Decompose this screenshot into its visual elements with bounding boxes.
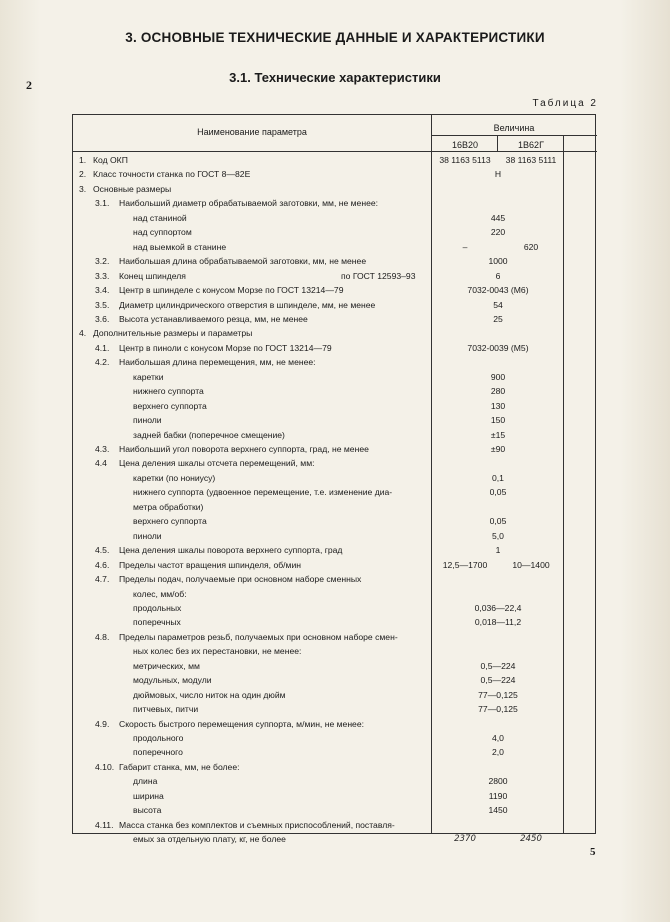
row-label: пиноли — [133, 530, 162, 541]
table-row — [73, 312, 597, 326]
row-label: Пределы частот вращения шпинделя, об/мин — [119, 559, 301, 570]
table-row — [73, 153, 597, 167]
value-common: 0,018—11,2 — [474, 617, 522, 628]
row-label: пиноли — [133, 415, 162, 426]
row-number: 1. — [79, 155, 87, 165]
row-label: Основные размеры — [93, 183, 172, 194]
value-1v62g: 620 — [523, 241, 539, 252]
value-common: 280 — [490, 386, 506, 397]
table-row — [73, 269, 597, 283]
row-label: колес, мм/об: — [133, 588, 187, 599]
table-row — [73, 500, 597, 514]
table-row — [73, 240, 597, 254]
row-number: 4.5. — [95, 545, 110, 556]
value-common: 54 — [493, 299, 503, 310]
table-row — [73, 543, 597, 557]
row-label: верхнего суппорта — [133, 516, 207, 527]
value-common: 2800 — [488, 776, 508, 787]
table-row — [73, 688, 597, 702]
row-label: Пределы подач, получаемые при основном наборе сменных — [119, 574, 362, 585]
table-row — [73, 298, 597, 312]
value-common: 1 — [495, 545, 501, 556]
row-label: поперечных — [133, 617, 181, 628]
value-common: 7032-0039 (М5) — [467, 342, 529, 353]
table-row — [73, 370, 597, 384]
value-common: 77—0,125 — [478, 689, 518, 700]
column-header-name: Наименование параметра — [197, 127, 307, 137]
row-number: 3.2. — [95, 256, 110, 267]
row-label: задней бабки (поперечное смещение) — [133, 429, 285, 440]
row-label: Наибольший угол поворота верхнего суппорта, град, не менее — [119, 444, 369, 454]
table-row — [73, 341, 597, 355]
right-column-rule — [563, 135, 564, 833]
table-row — [73, 167, 597, 181]
table-row — [73, 196, 597, 210]
row-label: Код ОКП — [93, 155, 128, 165]
value-common: 150 — [490, 415, 506, 426]
row-label: Цена деления шкалы поворота верхнего суппорта, град — [119, 545, 343, 556]
table-row — [73, 399, 597, 413]
value-common: 0,036—22,4 — [474, 602, 522, 613]
table-row — [73, 760, 597, 774]
value-common: 0,05 — [489, 516, 507, 527]
value-column-rule — [431, 115, 432, 833]
row-label: Наибольшая длина перемещения, мм, не менее: — [119, 357, 316, 368]
sub-column-rule — [497, 135, 498, 151]
row-number: 3. — [79, 183, 87, 194]
row-label: каретки — [133, 371, 164, 382]
value-1v62g: 10—1400 — [512, 559, 550, 570]
table-row — [73, 225, 597, 239]
header-rule — [73, 151, 597, 152]
value-common: 130 — [490, 400, 506, 411]
table-row — [73, 384, 597, 398]
value-16v20: 2370 — [454, 834, 476, 845]
row-label: Дополнительные размеры и параметры — [93, 328, 253, 339]
value-common: 0,1 — [492, 472, 504, 483]
row-label: Масса станка без комплектов и съемных приспособлений, поставля- — [119, 819, 395, 830]
value-common: 445 — [490, 212, 506, 223]
value-common: 4,0 — [492, 733, 504, 743]
value-common: 7032-0043 (М6) — [467, 285, 529, 296]
value-common: 2,0 — [492, 747, 504, 758]
table-row — [73, 471, 597, 485]
margin-number: 2 — [26, 78, 32, 92]
row-label: дюймовых, число ниток на один дюйм — [133, 689, 286, 700]
table-row — [73, 442, 597, 456]
row-label: каретки (по нониусу) — [133, 472, 216, 483]
row-number: 4.8. — [95, 631, 110, 642]
row-label: Конец шпинделя — [119, 270, 186, 281]
row-number: 3.4. — [95, 285, 110, 296]
page-number: 5 — [590, 846, 596, 858]
value-header-rule — [431, 135, 597, 136]
row-label: над суппортом — [133, 227, 192, 238]
row-label: Высота устанавливаемого резца, мм, не менее — [119, 313, 308, 324]
table-row — [73, 182, 597, 196]
value-common: 0,05 — [489, 487, 507, 498]
table-row — [73, 587, 597, 601]
row-label: Центр в шпинделе с конусом Морзе по ГОСТ 13214—79 — [119, 285, 344, 296]
row-label: поперечного — [133, 747, 183, 758]
table-row — [73, 745, 597, 759]
row-label: метра обработки) — [133, 501, 204, 512]
value-common: ±90 — [490, 444, 506, 454]
row-label: метрических, мм — [133, 660, 200, 671]
table-row — [73, 644, 597, 658]
table-row — [73, 774, 597, 788]
section-title: 3.1. Технические характеристики — [229, 70, 441, 85]
row-label: Диаметр цилиндрического отверстия в шпинделе, мм, не менее — [119, 299, 376, 310]
row-number: 4.11. — [95, 819, 114, 830]
row-number: 2. — [79, 169, 87, 180]
row-label: продольного — [133, 733, 184, 743]
value-16v20: 12,5—1700 — [442, 559, 488, 570]
row-number: 3.1. — [95, 198, 110, 209]
row-number: 3.5. — [95, 299, 110, 310]
table-row — [73, 456, 597, 470]
row-label: питчевых, питчи — [133, 704, 199, 715]
value-common: 5,0 — [492, 530, 504, 541]
value-common: 0,5—224 — [480, 660, 516, 671]
row-label: Цена деления шкалы отсчета перемещений, мм: — [119, 458, 315, 469]
column-header-1v62g: 1В62Г — [518, 140, 544, 150]
table-row — [73, 514, 597, 528]
row-label: Центр в пиноли с конусом Морзе по ГОСТ 13214—79 — [119, 342, 332, 353]
row-label: продольных — [133, 602, 182, 613]
column-header-16v20: 16В20 — [451, 140, 479, 150]
value-common: 6 — [495, 270, 501, 281]
value-1v62g: 2450 — [520, 834, 542, 845]
row-extra: по ГОСТ 12593–93 — [341, 270, 416, 281]
value-16v20: 38 1163 5113 — [439, 155, 491, 165]
table-row — [73, 702, 597, 716]
row-label: Скорость быстрого перемещения суппорта, м/мин, не менее: — [119, 718, 365, 729]
table-row — [73, 601, 597, 615]
row-number: 4. — [79, 328, 87, 339]
table-row — [73, 572, 597, 586]
table-row — [73, 326, 597, 340]
table-row — [73, 615, 597, 629]
row-label: длина — [133, 776, 158, 787]
value-common: 25 — [493, 313, 503, 324]
table-row — [73, 659, 597, 673]
row-label: Наибольший диаметр обрабатываемой заготовки, мм, не менее: — [119, 198, 379, 209]
row-label: модульных, модули — [133, 675, 212, 686]
spec-table — [72, 114, 596, 845]
value-common: ±15 — [490, 429, 506, 440]
value-common: Н — [494, 169, 502, 180]
table-row — [73, 529, 597, 543]
row-label: верхнего суппорта — [133, 400, 207, 411]
row-label: над выемкой в станине — [133, 241, 227, 252]
row-label: над станиной — [133, 212, 187, 223]
row-number: 3.6. — [95, 313, 110, 324]
row-number: 4.2. — [95, 357, 110, 368]
value-1v62g: 38 1163 5111 — [505, 155, 557, 165]
row-number: 4.9. — [95, 718, 110, 729]
value-common: 1190 — [488, 790, 508, 801]
value-common: 220 — [490, 227, 506, 238]
value-common: 1000 — [488, 256, 508, 267]
row-label: Наибольшая длина обрабатываемой заготовки, мм, не менее — [119, 256, 367, 267]
row-number: 4.7. — [95, 574, 110, 585]
table-row — [73, 673, 597, 687]
table-row — [73, 485, 597, 499]
row-label: нижнего суппорта (удвоенное перемещение, т.е. изменение диа- — [133, 487, 393, 498]
row-number: 4.4 — [95, 458, 107, 469]
row-label: нижнего суппорта — [133, 386, 204, 397]
table-row — [73, 283, 597, 297]
table-row — [73, 355, 597, 369]
value-common: 900 — [490, 371, 506, 382]
value-common: 0,5—224 — [480, 675, 516, 686]
row-number: 3.3. — [95, 270, 110, 281]
value-common: 77—0,125 — [478, 704, 518, 715]
table-row — [73, 428, 597, 442]
row-number: 4.10. — [95, 761, 115, 772]
row-label: ных колес без их перестановки, не менее: — [133, 646, 302, 657]
table-row — [73, 818, 597, 832]
table-row — [73, 413, 597, 427]
table-row — [73, 789, 597, 803]
table-row — [73, 211, 597, 225]
table-row — [73, 731, 597, 745]
row-number: 4.1. — [95, 342, 110, 353]
row-number: 4.3. — [95, 444, 110, 454]
table-row — [73, 254, 597, 268]
chapter-title: 3. ОСНОВНЫЕ ТЕХНИЧЕСКИЕ ДАННЫЕ И ХАРАКТЕРИСТИКИ — [125, 30, 545, 45]
column-header-value: Величина — [493, 123, 535, 133]
table-row — [73, 832, 597, 846]
table-caption: Таблица 2 — [532, 98, 598, 109]
row-label: Класс точности станка по ГОСТ 8—82Е — [93, 169, 251, 180]
value-common: 1450 — [488, 805, 508, 816]
table-row — [73, 803, 597, 817]
row-number: 4.6. — [95, 559, 110, 570]
row-label: Габарит станка, мм, не более: — [119, 761, 240, 772]
value-16v20: – — [462, 241, 468, 252]
row-label: Пределы параметров резьб, получаемых при основном наборе смен- — [119, 631, 398, 642]
row-label: высота — [133, 805, 162, 816]
table-row — [73, 717, 597, 731]
table-row — [73, 630, 597, 644]
table-row — [73, 558, 597, 572]
row-label: ширина — [133, 790, 164, 801]
row-label: емых за отдельную плату, кг, не более — [133, 834, 286, 845]
